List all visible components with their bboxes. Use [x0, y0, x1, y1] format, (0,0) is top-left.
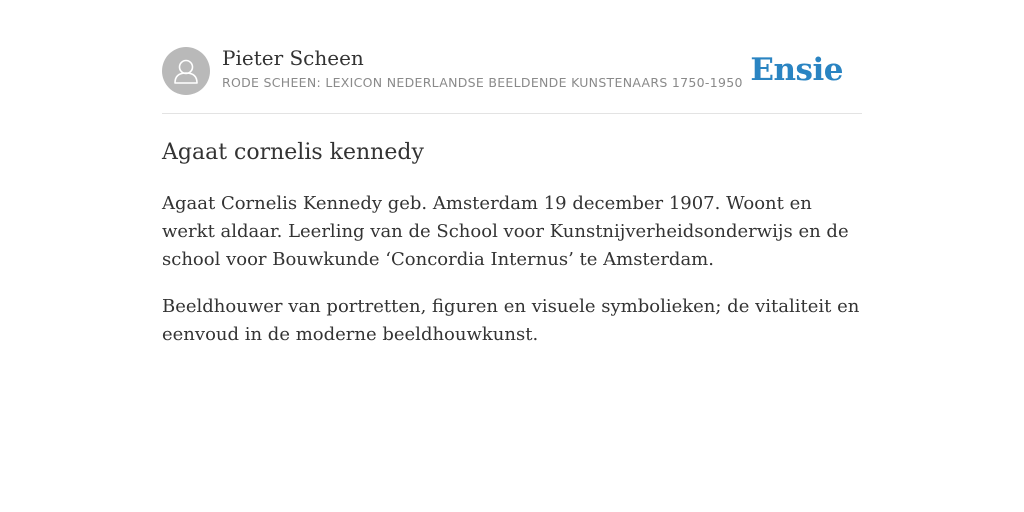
article-card	[162, 0, 862, 345]
article-header	[162, 0, 862, 114]
ensie-logo[interactable]: Ensie	[750, 52, 843, 88]
source-title[interactable]: RODE SCHEEN: LEXICON NEDERLANDSE BEELDENDE KUNSTENAARS 1750-1950	[222, 75, 743, 90]
article-paragraph: Beeldhouwer van portretten, figuren en visuele symbolieken; de vitaliteit en eenvoud in de moderne beeldhouwkunst.	[162, 296, 860, 345]
article-paragraph: Agaat Cornelis Kennedy geb. Amsterdam 19 december 1907. Woont en werkt aldaar. Leerling van de School voor Kunstnijverheidsonderwijs en de school voor Bouwkunde ‘Concordia Internus’ te Amsterdam.	[162, 193, 849, 270]
article-title: Agaat cornelis kennedy	[162, 140, 424, 165]
author-avatar[interactable]	[162, 47, 210, 95]
user-icon	[162, 47, 210, 95]
author-name[interactable]: Pieter Scheen	[222, 46, 364, 70]
article-body	[162, 190, 862, 368]
